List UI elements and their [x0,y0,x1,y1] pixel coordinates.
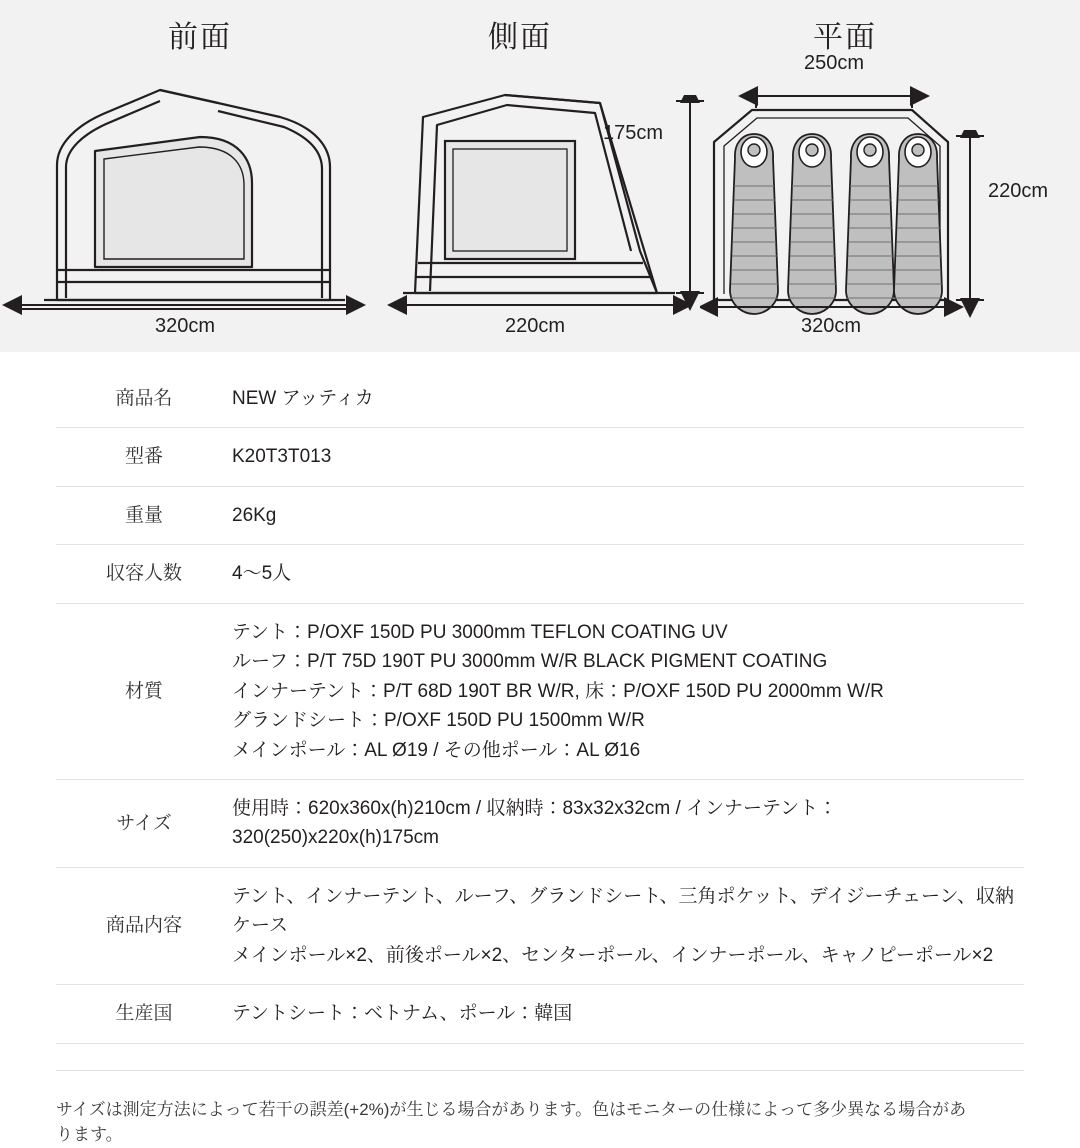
spec-value-line: グランドシート：P/OXF 150D PU 1500mm W/R [232,710,645,732]
spec-row-value [232,867,1024,984]
spec-row-label: サイズ [116,812,172,834]
spec-row-value [232,545,1024,603]
spec-row [56,603,1024,779]
plan-depth-label: 220cm [988,180,1049,202]
plan-view-block [700,0,1080,352]
spec-row [56,867,1024,984]
spec-value-line: 使用時：620x360x(h)210cm / 収納時：83x32x32cm / インナーテント：320(250)x220x(h)175cm [232,797,838,849]
spec-row [56,985,1024,1043]
spec-row-label: 型番 [124,446,163,468]
spec-value-line: ルーフ：P/T 75D 190T PU 3000mm W/R BLACK PIGMENT COATING [232,651,828,673]
plan-view-title: 平面 [813,21,877,54]
spec-row-value [232,370,1024,428]
front-width-label: 320cm [154,315,216,337]
side-view-block [385,0,695,352]
spec-row-label: 重量 [124,504,163,526]
spec-row [56,779,1024,867]
plan-top-width-arrow [700,78,1080,108]
spec-value-line: テント：P/OXF 150D PU 3000mm TEFLON COATING UV [232,621,728,643]
side-height-label: 175cm [603,122,664,144]
spec-row-value [232,779,1024,867]
spec-row-label: 収容人数 [105,563,182,585]
spec-value-line: K20T3T013 [232,446,332,468]
spec-row-label: 商品名 [115,388,173,409]
spec-row-label: 生産国 [115,1003,173,1025]
spec-row [56,370,1024,428]
spec-row [56,486,1024,544]
footnote: サイズは測定方法によって若干の誤差(+2%)が生じる場合があります。色はモニターの仕様によって多少異なる場合があります。 [56,1099,967,1145]
plan-width-label: 320cm [800,315,862,337]
plan-depth-arrow [950,130,990,360]
spec-value-line: テント、インナーテント、ルーフ、グランドシート、三角ポケット、デイジーチェーン、収納ケース [232,885,1015,937]
spec-row-value [232,985,1024,1043]
spec-row [56,545,1024,603]
side-view-drawing [385,55,695,320]
front-view-block [0,0,400,352]
spec-row-label: 材質 [124,680,163,702]
spec-value-line: NEW アッティカ [232,388,374,409]
spec-value-line: メインポール×2、前後ポール×2、センターポール、インナーポール、キャノピーポール×2 [232,944,994,966]
table-bottom-spacer [56,1043,1024,1070]
spec-value-line: テントシート：ベトナム、ポール：韓国 [232,1003,573,1025]
side-width-label: 220cm [504,315,566,337]
side-view-title: 側面 [488,21,552,54]
spec-value-line: 26Kg [232,504,277,526]
dimension-diagram-panel [0,0,1080,352]
spec-value-line: 4〜5人 [232,563,292,585]
plan-top-width-label: 250cm [803,52,865,74]
spec-row [56,428,1024,486]
spec-table [56,370,1024,1071]
spec-value-line: メインポール：AL Ø19 / その他ポール：AL Ø16 [232,739,641,761]
spec-value-line: インナーテント：P/T 68D 190T BR W/R, 床：P/OXF 150D PU 2000mm W/R [232,680,884,702]
spec-row-label: 商品内容 [105,915,182,937]
spec-row-value [232,428,1024,486]
front-view-title: 前面 [168,21,232,54]
spec-table-area [0,352,1080,1148]
spec-row-value [232,486,1024,544]
spec-row-value [232,603,1024,779]
front-view-drawing [0,55,400,320]
